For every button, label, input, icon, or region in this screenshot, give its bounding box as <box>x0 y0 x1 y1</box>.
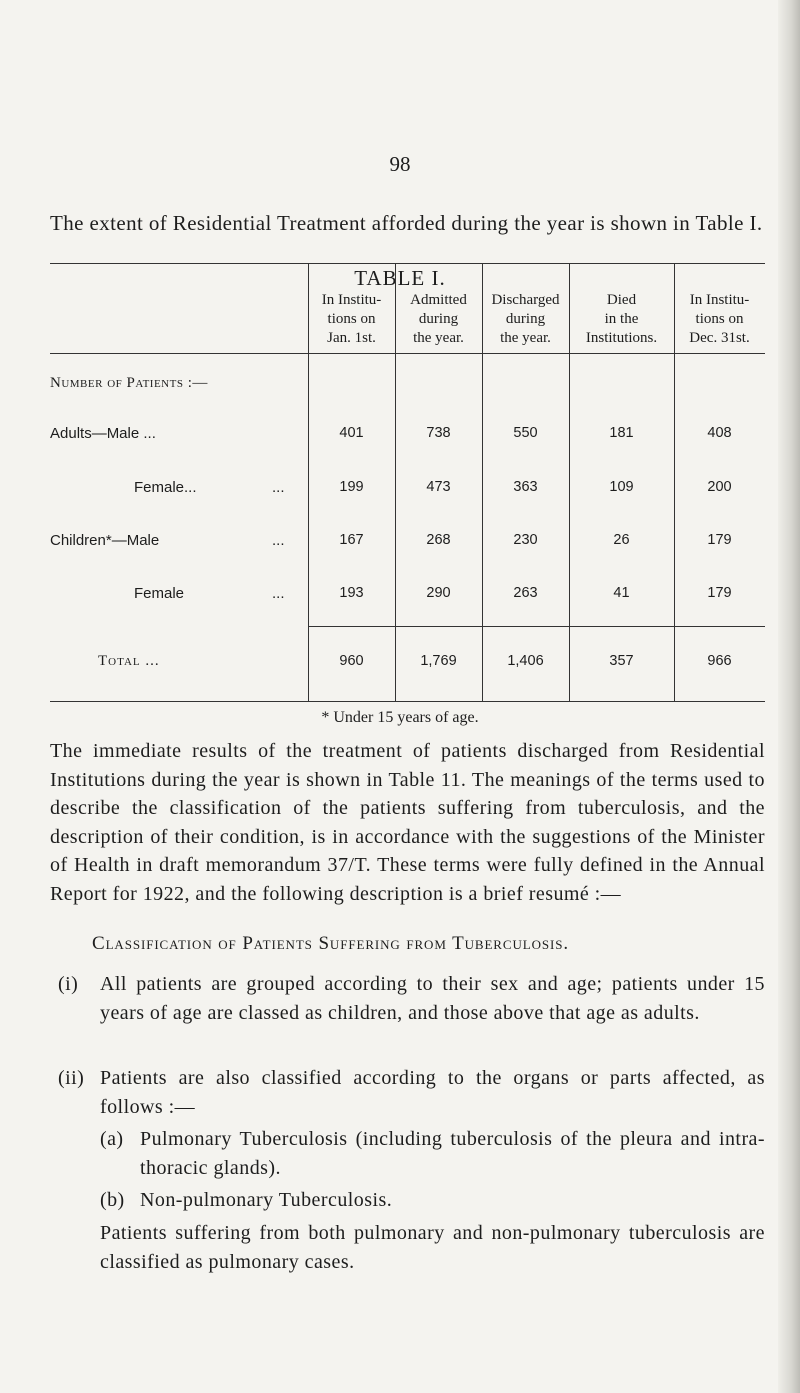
table-header-rule <box>50 353 765 354</box>
table-cell: 268 <box>426 532 451 548</box>
table-cell: 363 <box>513 479 538 495</box>
table-cell: 181 <box>609 425 634 441</box>
list-item-text: Non-pulmonary Tuberculosis. <box>140 1189 393 1211</box>
table-cell: 41 <box>613 585 630 601</box>
table-cell: 200 <box>707 479 732 495</box>
leader-dots: ... <box>272 532 285 549</box>
list-item-text: Pulmonary Tuberculosis (including tuberculosis of the pleura and intra-thoracic glands). <box>140 1128 765 1179</box>
table-bottom-rule <box>50 701 765 702</box>
list-marker: (i) <box>58 973 79 995</box>
total-cell: 960 <box>339 653 364 669</box>
column-header: Died in the Institutions. <box>585 292 658 347</box>
row-label: Adults—Male ... <box>50 425 156 442</box>
total-cell: 1,406 <box>507 653 544 669</box>
total-rule <box>308 626 765 627</box>
total-label: Total ... <box>98 653 160 669</box>
total-cell: 966 <box>707 653 732 669</box>
table-cell: 290 <box>426 585 451 601</box>
list-marker: (ii) <box>58 1067 85 1089</box>
sub-list-item <box>100 1125 765 1182</box>
list-item-text: Patients are also classified according to the organs or parts affected, as follows :— <box>100 1067 765 1118</box>
row-label: Children*—Male <box>50 532 160 549</box>
column-header: Discharged during the year. <box>491 292 560 347</box>
column-header: In Institu- tions on Jan. 1st. <box>321 292 382 347</box>
table-cell: 167 <box>339 532 364 548</box>
list-item <box>58 1064 765 1121</box>
table-cell: 263 <box>513 585 538 601</box>
list-item-text: All patients are grouped according to their sex and age; patients under 15 years of age are classed as children, and those above that age as adults. <box>100 973 765 1024</box>
section-label: Number of Patients :— <box>50 375 208 391</box>
table-footnote: * Under 15 years of age. <box>321 709 479 726</box>
list-item <box>58 970 765 1027</box>
sub-list-item <box>100 1186 765 1215</box>
total-cell: 1,769 <box>420 653 457 669</box>
table-cell: 179 <box>707 532 732 548</box>
row-label: Female... <box>134 479 197 496</box>
classification-heading: Classification of Patients Suffering from Tuberculosis. <box>92 933 570 954</box>
leader-dots: ... <box>272 585 285 602</box>
page-number: 98 <box>389 152 411 176</box>
body-paragraph: The immediate results of the treatment of patients discharged from Residential Institutions during the year is shown in Table 11. The meanings of the terms used to describe the classification of the patients suffering from tuberculosis, and the description of their condition, is in accordance with the suggestions of the Minister of Health in draft memorandum 37/T. These terms were fully defined in the Annual Report for 1922, and the following description is a brief resumé :— <box>50 740 765 905</box>
column-header: In Institu- tions on Dec. 31st. <box>689 292 750 347</box>
list-marker: (b) <box>100 1189 125 1211</box>
table-title: TABLE I. <box>354 266 446 290</box>
table-cell: 230 <box>513 532 538 548</box>
table-cell: 199 <box>339 479 364 495</box>
table-cell: 179 <box>707 585 732 601</box>
list-marker: (a) <box>100 1128 124 1150</box>
table-top-rule <box>50 263 765 264</box>
table-cell: 26 <box>613 532 630 548</box>
table-cell: 738 <box>426 425 451 441</box>
table-cell: 473 <box>426 479 451 495</box>
table-cell: 550 <box>513 425 538 441</box>
table-cell: 109 <box>609 479 634 495</box>
table-cell: 193 <box>339 585 364 601</box>
row-label: Female <box>134 585 185 602</box>
column-header: Admitted during the year. <box>410 292 467 347</box>
leader-dots: ... <box>272 479 285 496</box>
total-cell: 357 <box>609 653 634 669</box>
table-cell: 401 <box>339 425 364 441</box>
closing-paragraph: Patients suffering from both pulmonary and non-pulmonary tuberculosis are classified as pulmonary cases. <box>100 1222 765 1273</box>
page-edge-shadow <box>778 0 800 1393</box>
intro-text: The extent of Residential Treatment afforded during the year is shown in Table I. <box>50 211 763 235</box>
table-cell: 408 <box>707 425 732 441</box>
